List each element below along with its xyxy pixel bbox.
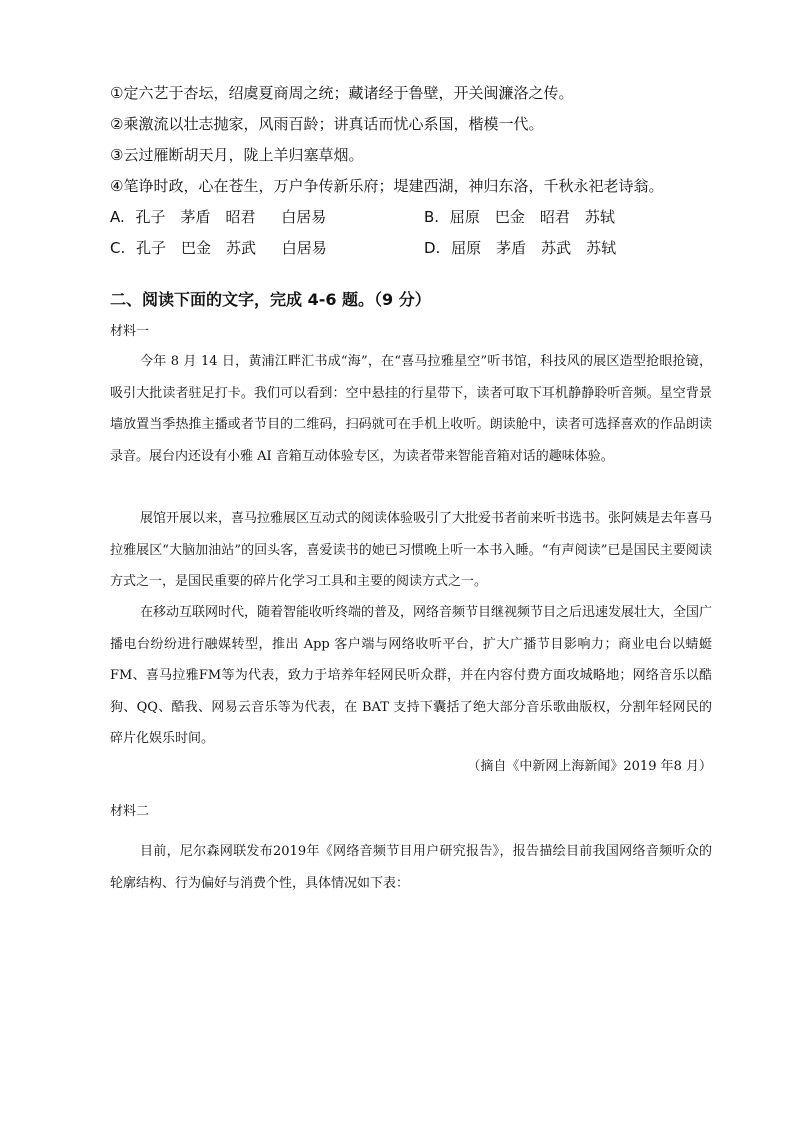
question-line-3: ③云过雁断胡天月，陇上羊归塞草烟。 <box>110 146 364 164</box>
question-line-1: ①定六艺于杏坛，绍虞夏商周之统；藏诸经于鲁壁，开关闽濂洛之传。 <box>110 84 574 102</box>
option-b: B. 屈原 巴金 昭君 苏轼 <box>424 208 615 226</box>
material-one-paragraph-1: 今年 8 月 14 日，黄浦江畔汇书成“海”，在“喜马拉雅星空”听书馆，科技风的展区造型抢眼抢镜，吸引大批读者驻足打卡。我们可以看到：空中悬挂的行星带下，读者可取下耳机静静聆听音频。星空背景墙放置当季热推主播或者节目的二维码，扫码就可在手机上收听。朗读舱中，读者可选择喜欢的作品朗读录音。展台内还设有小雅 AI 音箱互动体验专区，为读者带来智能音箱对话的趣味体验。 <box>110 354 712 464</box>
option-c: C. 孔子 巴金 苏武 白居易 <box>110 239 327 257</box>
material-one-paragraph-3: 在移动互联网时代，随着智能收听终端的普及，网络音频节目继视频节目之后迅速发展壮大，全国广播电台纷纷进行融媒转型，推出 App 客户端与网络收听平台，扩大广播节目影响力；商业电台以蜻蜓 FM、喜马拉雅FM等为代表，致力于培养年轻网民听众群，并在内容付费方面攻城略地；网络音乐以酷狗、QQ、酷我、网易云音乐等为代表，在 BAT 支持下囊括了绝大部分音乐歌曲版权，分割年轻网民的碎片化娱乐时间。 <box>110 605 713 746</box>
material-one-paragraph-2: 展馆开展以来，喜马拉雅展区互动式的阅读体验吸引了大批爱书者前来听书选书。张阿姨是去年喜马拉雅展区“大脑加油站”的回头客，喜爱读书的她已习惯晚上听一本书入睡。“有声阅读”已是国民主要阅读方式之一，是国民重要的碎片化学习工具和主要的阅读方式之一。 <box>110 511 713 589</box>
option-d: D. 屈原 茅盾 苏武 苏轼 <box>424 239 617 257</box>
material-two-paragraph-1: 目前，尼尔森网联发布2019年《网络音频节目用户研究报告》，报告描绘目前我国网络音频听众的轮廓结构、行为偏好与消费个性，具体情况如下表： <box>110 844 712 891</box>
option-a: A. 孔子 茅盾 昭君 白居易 <box>110 208 327 226</box>
material-one-label: 材料一 <box>110 324 150 339</box>
question-line-4: ④笔诤时政，心在苍生，万户争传新乐府；堤建西湖，神归东洛，千秋永祀老诗翁。 <box>110 177 664 195</box>
material-one-citation: （摘自《中新网上海新闻》2019 年8 月） <box>467 759 712 774</box>
section-title: 二、阅读下面的文字，完成 4-6 题。（9 分） <box>110 290 431 309</box>
material-two-label: 材料二 <box>110 804 150 819</box>
question-line-2: ②乘激流以壮志抛家，风雨百龄；讲真话而忧心系国，楷模一代。 <box>110 115 544 133</box>
